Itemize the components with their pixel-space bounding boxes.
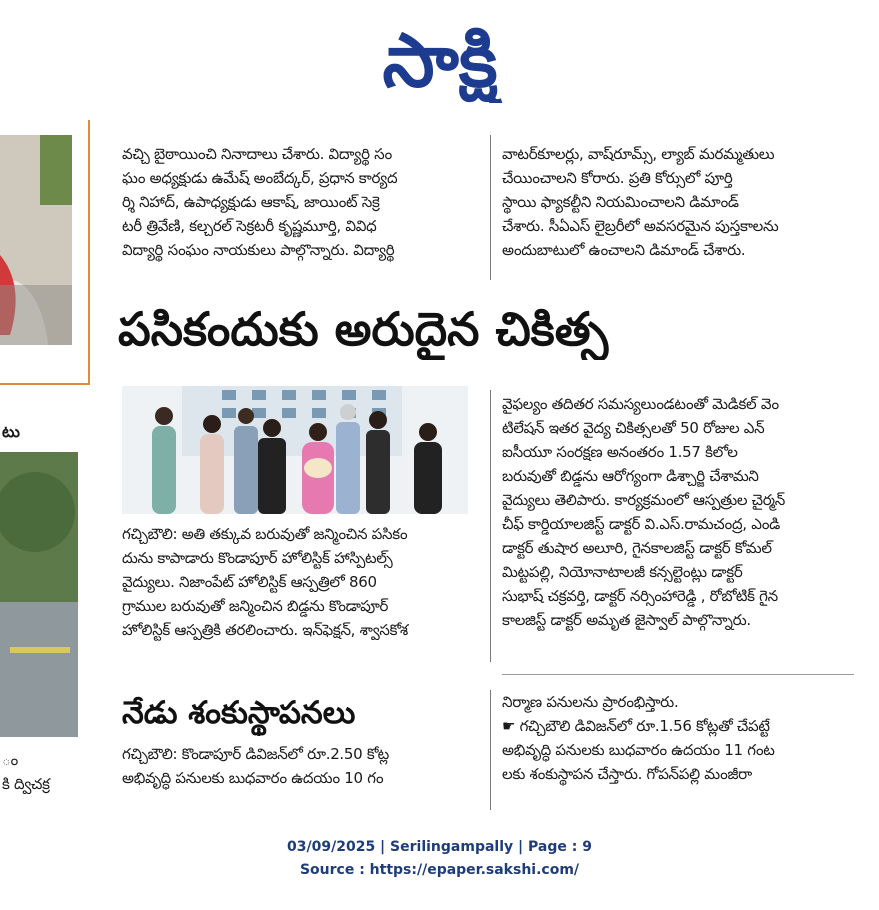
story1-right-column <box>502 134 854 279</box>
text-line: కాలజిస్ట్ డాక్టర్ అమృత జైస్వాల్ పాల్గొన్నారు. <box>502 611 751 629</box>
story3-right-column <box>502 688 854 810</box>
column-rule <box>490 390 491 662</box>
text-line: లకు శంకుస్థాపన చేస్తారు. గోపన్‌పల్లి మంజీరా <box>502 765 752 783</box>
text-line: వైద్యులు తెలిపారు. కార్యక్రమంలో ఆస్పత్రుల చైర్మన్ <box>502 491 785 509</box>
text-line: చేయించాలని కోరారు. ప్రతి కోర్సులో పూర్తి <box>502 169 733 187</box>
side-fragment-top: టు <box>2 422 20 441</box>
text-line: గచ్చిబౌలి: అతి తక్కువ బరువుతో జన్మించిన పసికం <box>122 525 408 543</box>
text-line: అందుబాటులో ఉంచాలని డిమాండ్ చేశారు. <box>502 241 746 259</box>
logo-text: సాక్షి <box>382 18 498 103</box>
text-line: టిలేషన్ ఇతర వైద్య చికిత్సలతో 50 రోజుల ఎన్ <box>502 419 765 437</box>
text-line: అభివృద్ధి పనులకు బుధవారం ఉదయం 11 గంట <box>502 741 775 759</box>
text-line: చీఫ్ కార్డియాలజిస్ట్ డాక్టర్ వి.ఎస్.రామచంద్ర, ఎండి <box>502 515 780 533</box>
text-line: దును కాపాడారు కొండాపూర్ హోలిస్టిక్ హాస్పిటల్స్ <box>122 549 393 567</box>
text-line: హోలిస్టిక్ ఆస్పత్రికి తరలించారు. ఇన్‌ఫెక్షన్, శ్వాసకోశ <box>122 621 408 639</box>
text-line: విద్యార్థి సంఘం నాయకులు పాల్గొన్నారు. విద్యార్థి <box>122 241 395 259</box>
text-line: స్థాయి ఫ్యాకల్టీని నియమించాలని డిమాండ్ <box>502 193 739 211</box>
text-line: వాటర్‌కూలర్లు, వాష్‌రూమ్స్, ల్యాబ్ మరమ్మతులు <box>502 145 775 163</box>
text-line: ర్శి నిహాద్, ఉపాధ్యక్షుడు ఆకాష్, జాయింట్ సెక్రె <box>122 193 380 211</box>
text-line: టరీ త్రివేణి, కల్చరల్ సెక్రటరీ కృష్ణమూర్తి, వివిధ <box>122 217 377 235</box>
side-photo-frame <box>88 120 90 385</box>
text-line: వైఫల్యం తదితర సమస్యలుండటంతో మెడికల్ వెం <box>502 395 779 413</box>
text-line: వైద్యులు. నిజాంపేట్ హోలిస్టిక్ ఆస్పత్రిలో 860 <box>122 573 377 591</box>
text-line: ఐసీయూ సంరక్షణ అనంతరం 1.57 కిలోల <box>502 443 738 461</box>
story2-left-column <box>122 518 480 668</box>
side-fragment-mid: ం <box>2 751 18 769</box>
text-line: అభివృద్ధి పనులకు బుధవారం ఉదయం 10 గం <box>122 769 384 787</box>
text-line: మిట్టపల్లి, నియోనాటాలజీ కన్సల్టెంట్లు డాక్టర్ <box>502 563 743 581</box>
masthead <box>0 8 879 103</box>
column-rule <box>490 135 491 280</box>
side-photo-border <box>0 383 90 385</box>
text-line: గచ్చిబౌలి: కొండాపూర్ డివిజన్‌లో రూ.2.50 కోట్ల <box>122 745 389 763</box>
text-line: ☛ గచ్చిబౌలి డివిజన్‌లో రూ.1.56 కోట్లతో చేపట్టే <box>502 717 770 735</box>
text-line: ఘం అధ్యక్షుడు ఉమేష్ అంబేద్కర్, ప్రధాన కార్యద <box>122 169 398 187</box>
side-photo-top <box>0 135 72 345</box>
story1-left-column <box>122 134 480 279</box>
story3-headline: నేడు శంకుస్థాపనలు <box>122 695 356 731</box>
story2-photo <box>122 386 468 514</box>
text-line: సుభాష్ చక్రవర్తి, డాక్టర్ నర్సింహారెడ్డి , రోబోటిక్ గైన <box>502 587 778 605</box>
column-rule <box>490 690 491 810</box>
story2-right-column <box>502 388 854 668</box>
story2-headline: పసికందుకు అరుదైన చికిత్స <box>118 302 609 356</box>
text-line: నిర్మాణ పనులను ప్రారంభిస్తారు. <box>502 693 679 711</box>
footer-source-link[interactable]: Source : https://epaper.sakshi.com/ <box>299 862 580 878</box>
side-photo-bottom <box>0 452 78 737</box>
story3-left-column <box>122 740 480 810</box>
section-divider <box>502 674 854 675</box>
text-line: వచ్చి బైఠాయించి నినాదాలు చేశారు. విద్యార్థి సం <box>122 145 392 163</box>
side-fragment-bottom: కి ద్విచక్ర <box>2 775 50 793</box>
text-line: డాక్టర్ తుషార అలూరి, గైనకాలజిస్ట్ డాక్టర్ కోమల్ <box>502 539 772 557</box>
sakshi-logo <box>0 8 879 103</box>
text-line: చేశారు. సీఏఎస్ లైబ్రరీలో అవసరమైన పుస్తకాలను <box>502 217 779 235</box>
text-line: గ్రాముల బరువుతో జన్మించిన బిడ్డను కొండాపూర్ <box>122 597 389 615</box>
text-line: బరువుతో బిడ్డను ఆరోగ్యంగా డిశ్చార్జి చేశామని <box>502 467 759 485</box>
footer-date-edition: 03/09/2025 | Serilingampally | Page : 9 <box>287 839 592 855</box>
